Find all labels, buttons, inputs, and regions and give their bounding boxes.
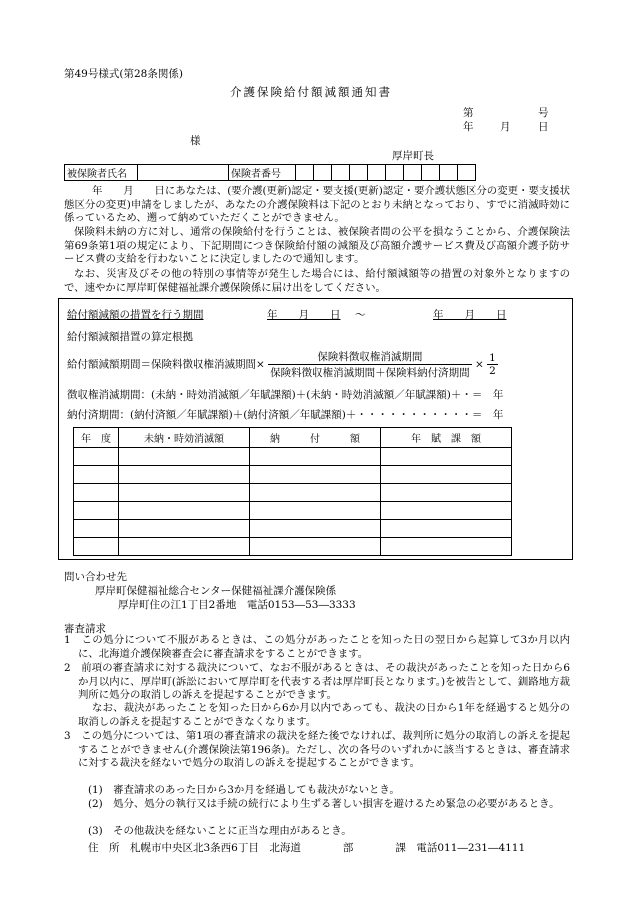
measure-box xyxy=(58,298,573,560)
table-row xyxy=(74,520,512,538)
number-go: 号 xyxy=(538,107,549,119)
formula-times: × xyxy=(475,358,484,371)
date-year: 年 xyxy=(463,121,474,133)
header-paid: 納 付 額 xyxy=(250,428,381,448)
page-title: 介護保険給付額減額通知書 xyxy=(230,85,392,99)
paragraph-2: 保険料未納の方に対し、通常の保険給付を行うことは、被保険者間の公平を損なうことから、介護保険法第69条第1項の規定により、下記期間につき保険給付額の減額及び高額介護サービス費及び高額介護予防サービス費の支給を行わないことに決定しましたので通知します。 xyxy=(64,226,570,265)
review-item-2-note: なお、裁決があったことを知った日から6か月以内であっても、裁決の日から1年を経過すると処分の取消しの訴えを提起することができなくなります。 xyxy=(78,702,570,728)
header-unpaid: 未納・時効消滅額 xyxy=(119,428,250,448)
period-label: 給付額減額の措置を行う期間 xyxy=(67,309,204,321)
header-year: 年 度 xyxy=(74,428,119,448)
amount-table xyxy=(73,427,512,556)
fraction-numerator: 保険料徴収権消滅期間 xyxy=(268,349,472,365)
number-dai: 第 xyxy=(463,107,474,119)
paid-period-line: 納付済期間：(納付済額／年賦課額)＋(納付済額／年賦課額)＋・・・・・・・・・・・＝ 年 xyxy=(67,409,504,421)
contact-dept: 厚岸町保健福祉総合センター保健福祉課介護保険係 xyxy=(95,585,337,597)
period-from: 年 月 日 xyxy=(267,309,341,321)
table-row xyxy=(74,538,512,556)
date-month: 月 xyxy=(500,121,511,133)
half-numerator: 1 xyxy=(489,352,496,364)
table-header-row xyxy=(74,428,512,448)
basis-label: 給付額減額措置の算定根拠 xyxy=(67,331,193,343)
number-label: 保険者番号 xyxy=(229,165,296,181)
review-heading: 審査請求 xyxy=(64,623,106,635)
fraction-denominator: 保険料徴収権消滅期間＋保険料納付済期間 xyxy=(270,367,470,379)
period-to: 年 月 日 xyxy=(433,309,507,321)
formula xyxy=(67,349,498,380)
table-row xyxy=(74,502,512,520)
paragraph-1: 年 月 日にあなたは、(要介護(更新)認定・要支援(更新)認定・要介護状態区分の変更・要支援状態区分の変更)申請をしましたが、あなたの介護保険料は下記のとおり未納となっており、すでに消滅時効に係っているため、遡って納めていただくことができません。 xyxy=(64,185,570,224)
review-item-3: 3 この処分については、第1項の審査請求の裁決を経た後でなければ、裁判所に処分の取消しの訴えを提起することができません(介護保険法第196条)。ただし、次の各号のいずれかに該当するときは、審査請求に対する裁決を経ないで処分の取消しの訴えを提起することができます。 xyxy=(64,730,570,769)
date-day: 日 xyxy=(538,121,549,133)
table-row xyxy=(74,484,512,502)
header-levy: 年 賦 課 額 xyxy=(381,428,512,448)
name-value xyxy=(138,165,229,181)
review-subitem-2: (2) 処分、処分の執行又は手続の続行により生ずる著しい損害を避けるため緊急の必要があるとき。 xyxy=(88,798,560,810)
name-label: 被保険者氏名 xyxy=(65,165,138,181)
review-item-2: 2 前項の審査請求に対する裁決について、なお不服があるときは、その裁決があったことを知った日から6か月以内に、厚岸町(訴訟において厚岸町を代表する者は厚岸町長となります。)を被告として、釧路地方裁判所に処分の取消しの訴えを提起することができます。 xyxy=(64,662,570,701)
review-address: 住 所 札幌市中央区北3条西6丁目 北海道 部 課 電話011―231―4111 xyxy=(88,842,526,854)
formula-fraction xyxy=(268,349,472,380)
id-table xyxy=(64,164,476,181)
half-denominator: 2 xyxy=(489,365,496,377)
table-row xyxy=(74,466,512,484)
review-subitem-1: (1) 審査請求のあった日から3か月を経過しても裁決がないとき。 xyxy=(88,784,400,796)
issuer: 厚岸町長 xyxy=(392,150,434,162)
period-tilde: ～ xyxy=(355,309,366,321)
extinct-period-line: 徴収権消滅期間：(未納・時効消滅額／年賦課額)＋(未納・時効消滅額／年賦課額)＋・＝ 年 xyxy=(67,389,504,401)
contact-address: 厚岸町住の江1丁目2番地 電話0153―53―3333 xyxy=(118,599,356,611)
formula-left: 給付額減額期間＝保険料徴収権消滅期間× xyxy=(67,358,265,371)
form-number: 第49号様式(第28条関係) xyxy=(64,68,183,80)
review-item-1: 1 この処分について不服があるときは、この処分があったことを知った日の翌日から起算して3か月以内に、北海道介護保険審査会に審査請求をすることができます。 xyxy=(64,634,570,660)
half-fraction xyxy=(487,352,498,377)
paragraph-3: なお、災害及びその他の特別の事情等が発生した場合には、給付額減額等の措置の対象外となりますので、速やかに厚岸町保健福祉課介護保険係に届け出をしてください。 xyxy=(64,268,570,294)
addressee-suffix: 様 xyxy=(190,135,201,147)
review-subitem-3: (3) その他裁決を経ないことに正当な理由があるとき。 xyxy=(88,825,352,837)
table-row xyxy=(74,448,512,466)
contact-heading: 問い合わせ先 xyxy=(64,571,127,583)
